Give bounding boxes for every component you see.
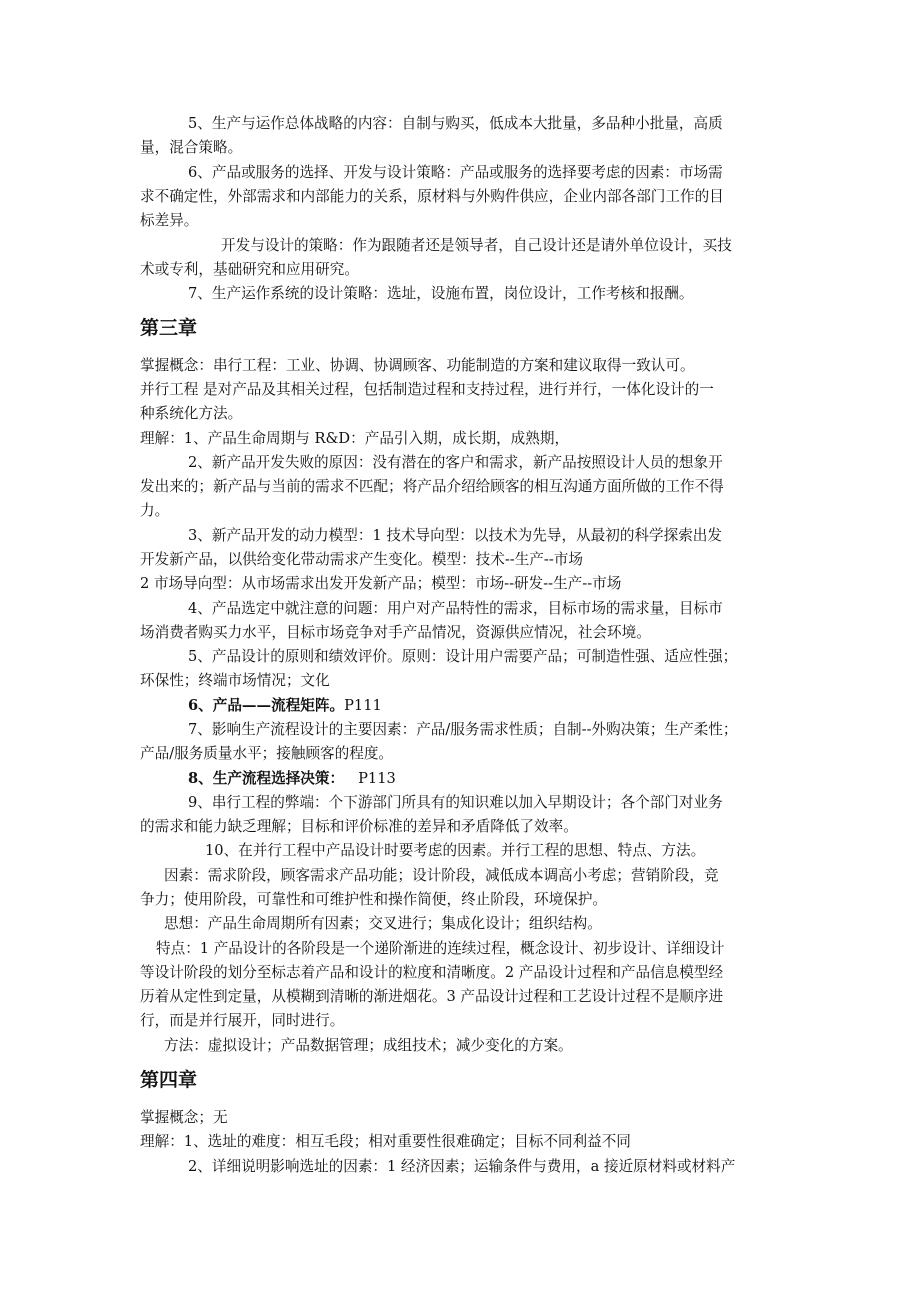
text-line: 量，混合策略。 — [140, 139, 243, 156]
page-reference: P111 — [344, 697, 382, 714]
text-line: 等设计阶段的划分至标志着产品和设计的粒度和清晰度。2 产品设计过程和产品信息模型经 — [140, 964, 724, 981]
text-line: 产品/服务质量水平；接触顾客的程度。 — [140, 745, 394, 762]
bold-term: 6、产品——流程矩阵。 — [188, 697, 345, 714]
text-line: 种系统化方法。 — [140, 405, 243, 422]
text-line: 特点：1 产品设计的各阶段是一个递阶渐进的连续过程，概念设计、初步设计、详细设计 — [156, 940, 725, 957]
text-line: 10、在并行工程中产品设计时要考虑的因素。并行工程的思想、特点、方法。 — [205, 842, 706, 859]
text-line: 9、串行工程的弊端：个下游部门所具有的知识难以加入早期设计；各个部门对业务 — [188, 794, 723, 811]
text-line: 5、生产与运作总体战略的内容：自制与购买，低成本大批量，多品种小批量，高质 — [188, 115, 723, 132]
bold-term: 8、生产流程选择决策： — [188, 770, 345, 787]
text-line: 历着从定性到定量，从模糊到清晰的渐进烟花。3 产品设计过程和工艺设计过程不是顺序进 — [140, 988, 724, 1005]
chapter-heading: 第四章 — [140, 1069, 198, 1091]
text-line: 开发新产品，以供给变化带动需求产生变化。模型：技术--生产--市场 — [140, 551, 583, 568]
text-line: 环保性；终端市场情况；文化 — [140, 672, 330, 689]
text-line: 的需求和能力缺乏理解；目标和评价标准的差异和矛盾降低了效率。 — [140, 818, 578, 835]
text-line: 求不确定性，外部需求和内部能力的关系，原材料与外购件供应，企业内部各部门工作的目 — [140, 188, 724, 205]
text-line: 因素：需求阶段，顾客需求产品功能；设计阶段，减低成本调高小考虑；营销阶段，竞 — [164, 867, 719, 884]
text-line — [188, 696, 382, 716]
text-line: 理解：1、选址的难度：相互毛段；相对重要性很难确定；目标不同利益不同 — [140, 1133, 631, 1150]
text-line: 3、新产品开发的动力模型：1 技术导向型：以技术为先导，从最初的科学探索出发 — [188, 527, 722, 544]
text-line: 力。 — [140, 502, 170, 519]
text-line: 场消费者购买力水平，目标市场竞争对手产品情况，资源供应情况，社会环境。 — [140, 624, 651, 641]
page-reference: P113 — [358, 770, 396, 787]
text-line: 术或专利，基础研究和应用研究。 — [140, 261, 359, 278]
text-line: 思想：产品生命周期所有因素；交叉进行；集成化设计；组织结构。 — [164, 915, 602, 932]
text-line: 2、详细说明影响选址的因素：1 经济因素；运输条件与费用，a 接近原材料或材料产 — [188, 1158, 736, 1175]
text-line: 2 市场导向型：从市场需求出发开发新产品；模型：市场--研发--生产--市场 — [140, 575, 622, 592]
text-line: 4、产品选定中就注意的问题：用户对产品特性的需求，目标市场的需求量，目标市 — [188, 600, 723, 617]
text-line: 7、影响生产流程设计的主要因素：产品/服务需求性质；自制--外购决策；生产柔性； — [188, 721, 738, 738]
text-line: 发出来的；新产品与当前的需求不匹配；将产品介绍给顾客的相互沟通方面所做的工作不得 — [140, 478, 724, 495]
text-line: 行，而是并行展开，同时进行。 — [140, 1012, 345, 1029]
text-line: 理解：1、产品生命周期与 R&D：产品引入期，成长期，成熟期， — [140, 430, 570, 447]
text-line: 并行工程 是对产品及其相关过程，包括制造过程和支持过程，进行并行，一体化设计的一 — [140, 381, 714, 398]
text-line: 标差异。 — [140, 212, 199, 229]
text-line: 2、新产品开发失败的原因：没有潜在的客户和需求，新产品按照设计人员的想象开 — [188, 454, 723, 471]
text-line: 争力；使用阶段，可靠性和可维护性和操作简便，终止阶段，环境保护。 — [140, 891, 608, 908]
text-line: 掌握概念：串行工程：工业、协调、协调顾客、功能制造的方案和建议取得一致认可。 — [140, 357, 695, 374]
text-line: 6、产品或服务的选择、开发与设计策略：产品或服务的选择要考虑的因素：市场需 — [188, 164, 723, 181]
text-line: 掌握概念；无 — [140, 1109, 228, 1126]
text-line — [188, 769, 396, 789]
text-line: 开发与设计的策略：作为跟随者还是领导者，自己设计还是请外单位设计，买技 — [221, 237, 732, 254]
chapter-heading: 第三章 — [140, 317, 198, 339]
text-line: 方法：虚拟设计；产品数据管理；成组技术；减少变化的方案。 — [164, 1037, 573, 1054]
text-line: 7、生产运作系统的设计策略：选址，设施布置，岗位设计，工作考核和报酬。 — [188, 285, 694, 302]
text-line: 5、产品设计的原则和绩效评价。原则：设计用户需要产品；可制造性强、适应性强； — [188, 648, 738, 665]
